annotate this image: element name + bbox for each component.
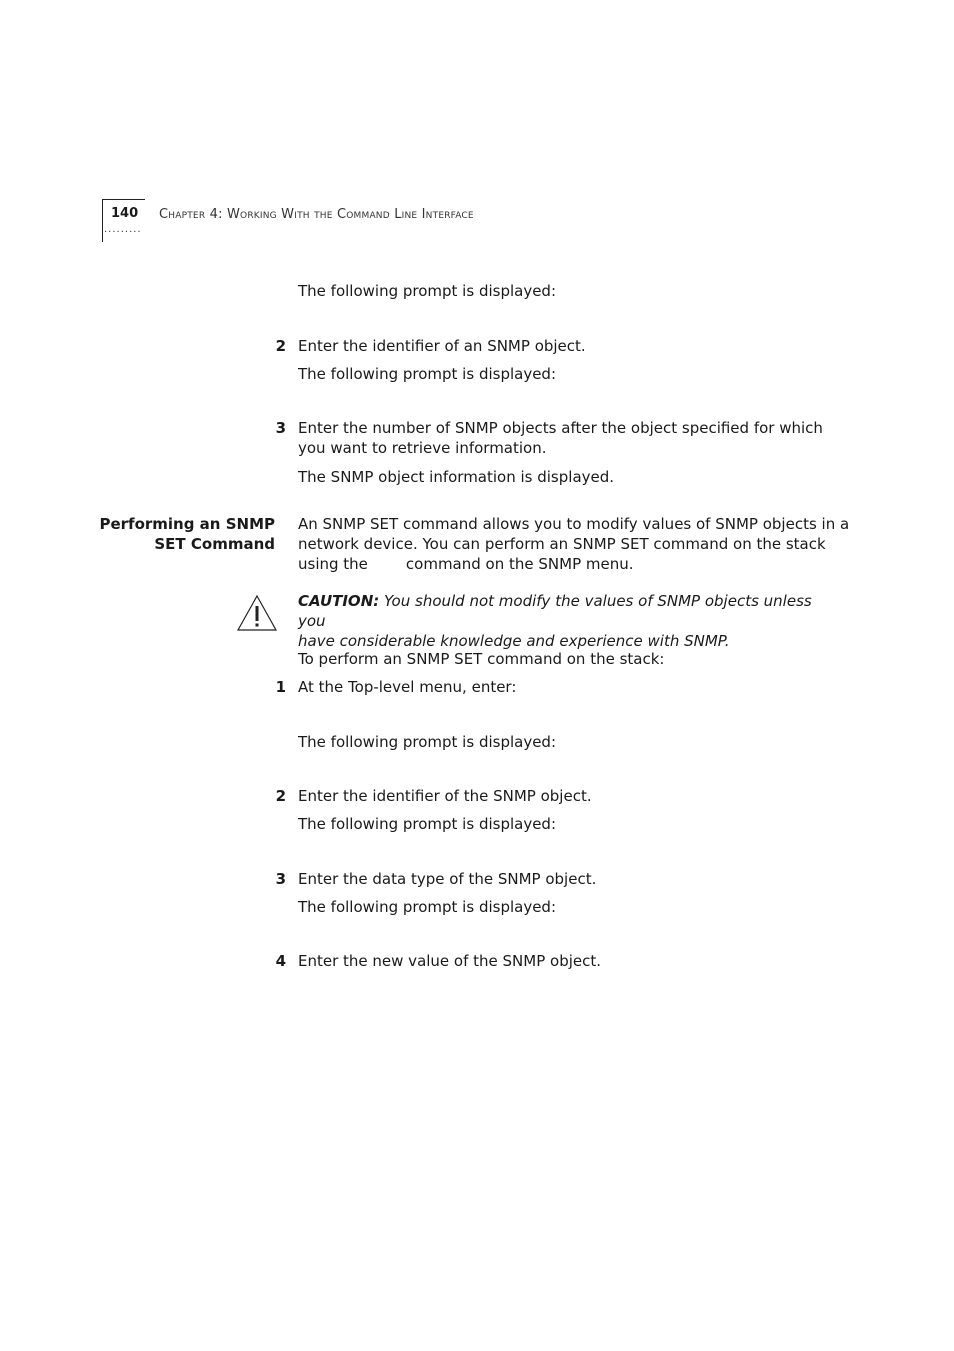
caution-line — [298, 591, 828, 631]
result-text: The SNMP object information is displayed. — [298, 468, 615, 486]
prompt-displayed-text: The following prompt is displayed: — [298, 365, 557, 383]
section-heading-line: Performing an SNMP — [99, 515, 275, 533]
paragraph-line: network device. You can perform an SNMP SET command on the stack — [298, 535, 826, 553]
page-number: 140 — [111, 206, 139, 221]
caution-text: You should not modify the values of SNMP objects unless you — [298, 592, 812, 630]
paragraph-fragment: using the — [298, 555, 368, 573]
prompt-displayed-text: The following prompt is displayed: — [298, 733, 557, 751]
header-dotted-ornament: ········· — [104, 227, 142, 238]
section-heading — [90, 514, 275, 554]
step-text: Enter the identifier of the SNMP object. — [298, 787, 592, 805]
step-number: 1 — [275, 678, 286, 696]
warning-icon — [236, 594, 278, 632]
paragraph-fragment: command on the SNMP menu. — [405, 555, 634, 573]
prompt-displayed-text: The following prompt is displayed: — [298, 282, 557, 300]
step-number: 3 — [275, 419, 286, 437]
prompt-displayed-text: The following prompt is displayed: — [298, 898, 557, 916]
caution-note — [298, 591, 828, 651]
step-number: 2 — [275, 337, 286, 355]
prompt-displayed-text: The following prompt is displayed: — [298, 815, 557, 833]
step-text: Enter the number of SNMP objects after the object specified for which — [298, 419, 823, 437]
section-heading-line: SET Command — [154, 535, 275, 553]
step-number: 2 — [275, 787, 286, 805]
paragraph-line: An SNMP SET command allows you to modify values of SNMP objects in a — [298, 515, 850, 533]
procedure-lead: To perform an SNMP SET command on the stack: — [298, 650, 665, 668]
step-text: Enter the data type of the SNMP object. — [298, 870, 597, 888]
step-text: you want to retrieve information. — [298, 439, 547, 457]
step-number: 3 — [275, 870, 286, 888]
step-text: Enter the new value of the SNMP object. — [298, 952, 602, 970]
step-text: At the Top-level menu, enter: — [298, 678, 517, 696]
caution-label: CAUTION: — [298, 592, 380, 610]
chapter-title: Chapter 4: Working With the Command Line Interface — [159, 207, 474, 222]
step-number: 4 — [275, 952, 286, 970]
section-paragraph — [298, 514, 849, 574]
paragraph-line — [298, 554, 849, 574]
caution-line: have considerable knowledge and experience with SNMP. — [298, 632, 730, 650]
step-text: Enter the identifier of an SNMP object. — [298, 337, 586, 355]
